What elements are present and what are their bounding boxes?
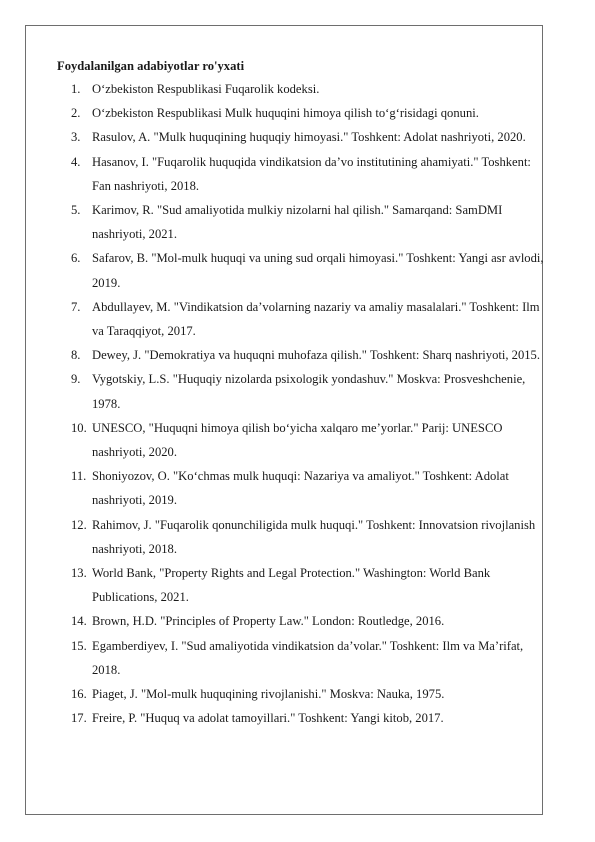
bibliography-item bbox=[57, 125, 549, 149]
bibliography-item bbox=[57, 343, 549, 367]
bibliography-item bbox=[57, 77, 549, 101]
bibliography-item bbox=[57, 634, 549, 682]
item-text: O‘zbekiston Respublikasi Fuqarolik kodeksi. bbox=[92, 82, 320, 96]
item-number: 11. bbox=[71, 469, 87, 484]
item-text: Vygotskiy, L.S. "Huquqiy nizolarda psixologik yondashuv." Moskva: Prosveshchenie, 1978. bbox=[92, 372, 526, 411]
item-number: 12. bbox=[71, 517, 87, 532]
item-text: Hasanov, I. "Fuqarolik huquqida vindikatsion da’vo institutining ahamiyati." Toshkent: Fan nashriyoti, 2018. bbox=[92, 154, 531, 193]
bibliography-item bbox=[57, 246, 549, 294]
item-text: Karimov, R. "Sud amaliyotida mulkiy nizolarni hal qilish." Samarqand: SamDMI nashriyoti, 2021. bbox=[92, 203, 503, 242]
bibliography-heading: Foydalanilgan adabiyotlar ro'yxati bbox=[57, 59, 245, 73]
item-number: 14. bbox=[71, 614, 87, 629]
item-number: 15. bbox=[71, 638, 87, 653]
item-text: Egamberdiyev, I. "Sud amaliyotida vindikatsion da’volar." Toshkent: Ilm va Ma’rifat, 2018. bbox=[92, 638, 524, 677]
item-number: 4. bbox=[71, 154, 81, 169]
item-text: Rasulov, A. "Mulk huquqining huquqiy himoyasi." Toshkent: Adolat nashriyoti, 2020. bbox=[92, 130, 526, 145]
item-text: Freire, P. "Huquq va adolat tamoyillari." Toshkent: Yangi kitob, 2017. bbox=[92, 711, 444, 726]
item-number: 13. bbox=[71, 566, 87, 581]
item-number: 17. bbox=[71, 711, 87, 726]
bibliography-item bbox=[57, 682, 549, 706]
document-body bbox=[57, 57, 549, 730]
bibliography-item bbox=[57, 367, 549, 415]
bibliography-item bbox=[57, 513, 549, 561]
bibliography-item bbox=[57, 198, 549, 246]
bibliography-item bbox=[57, 150, 549, 198]
item-number: 10. bbox=[71, 420, 87, 435]
item-number: 8. bbox=[71, 348, 81, 363]
bibliography-item bbox=[57, 295, 549, 343]
bibliography-list bbox=[57, 77, 549, 730]
bibliography-item bbox=[57, 416, 549, 464]
bibliography-item bbox=[57, 464, 549, 512]
item-number: 3. bbox=[71, 130, 81, 145]
item-number: 16. bbox=[71, 687, 87, 702]
bibliography-item bbox=[57, 561, 549, 609]
item-text: Safarov, B. "Mol-mulk huquqi va uning sud orqali himoyasi." Toshkent: Yangi asr avlodi, 2019. bbox=[92, 251, 544, 290]
item-text: Abdullayev, M. "Vindikatsion da’volarning nazariy va amaliy masalalari." Toshkent: Ilm va Taraqqiyot, 2017. bbox=[92, 299, 540, 339]
bibliography-item bbox=[57, 706, 549, 730]
item-text: Rahimov, J. "Fuqarolik qonunchiligida mulk huquqi." Toshkent: Innovatsion rivojlanish nashriyoti, 2018. bbox=[92, 517, 536, 556]
item-text: Dewey, J. "Demokratiya va huquqni muhofaza qilish." Toshkent: Sharq nashriyoti, 2015. bbox=[92, 348, 541, 363]
item-text: Shoniyozov, O. "Ko‘chmas mulk huquqi: Nazariya va amaliyot." Toshkent: Adolat nashriyoti, 2019. bbox=[92, 469, 509, 508]
item-text: World Bank, "Property Rights and Legal Protection." Washington: World Bank Publications, 2021. bbox=[92, 566, 491, 605]
item-text: UNESCO, "Huquqni himoya qilish bo‘yicha xalqaro me’yorlar." Parij: UNESCO nashriyoti, 2020. bbox=[92, 420, 503, 460]
item-number: 9. bbox=[71, 372, 81, 387]
bibliography-item bbox=[57, 101, 549, 125]
item-number: 6. bbox=[71, 251, 81, 266]
item-text: Brown, H.D. "Principles of Property Law." London: Routledge, 2016. bbox=[92, 614, 445, 629]
item-text: Piaget, J. "Mol-mulk huquqining rivojlanishi." Moskva: Nauka, 1975. bbox=[92, 687, 445, 702]
item-number: 2. bbox=[71, 106, 81, 121]
item-number: 7. bbox=[71, 299, 81, 314]
item-number: 1. bbox=[71, 82, 81, 96]
item-number: 5. bbox=[71, 203, 81, 218]
item-text: O‘zbekiston Respublikasi Mulk huquqini himoya qilish to‘g‘risidagi qonuni. bbox=[92, 106, 479, 121]
bibliography-item bbox=[57, 609, 549, 633]
